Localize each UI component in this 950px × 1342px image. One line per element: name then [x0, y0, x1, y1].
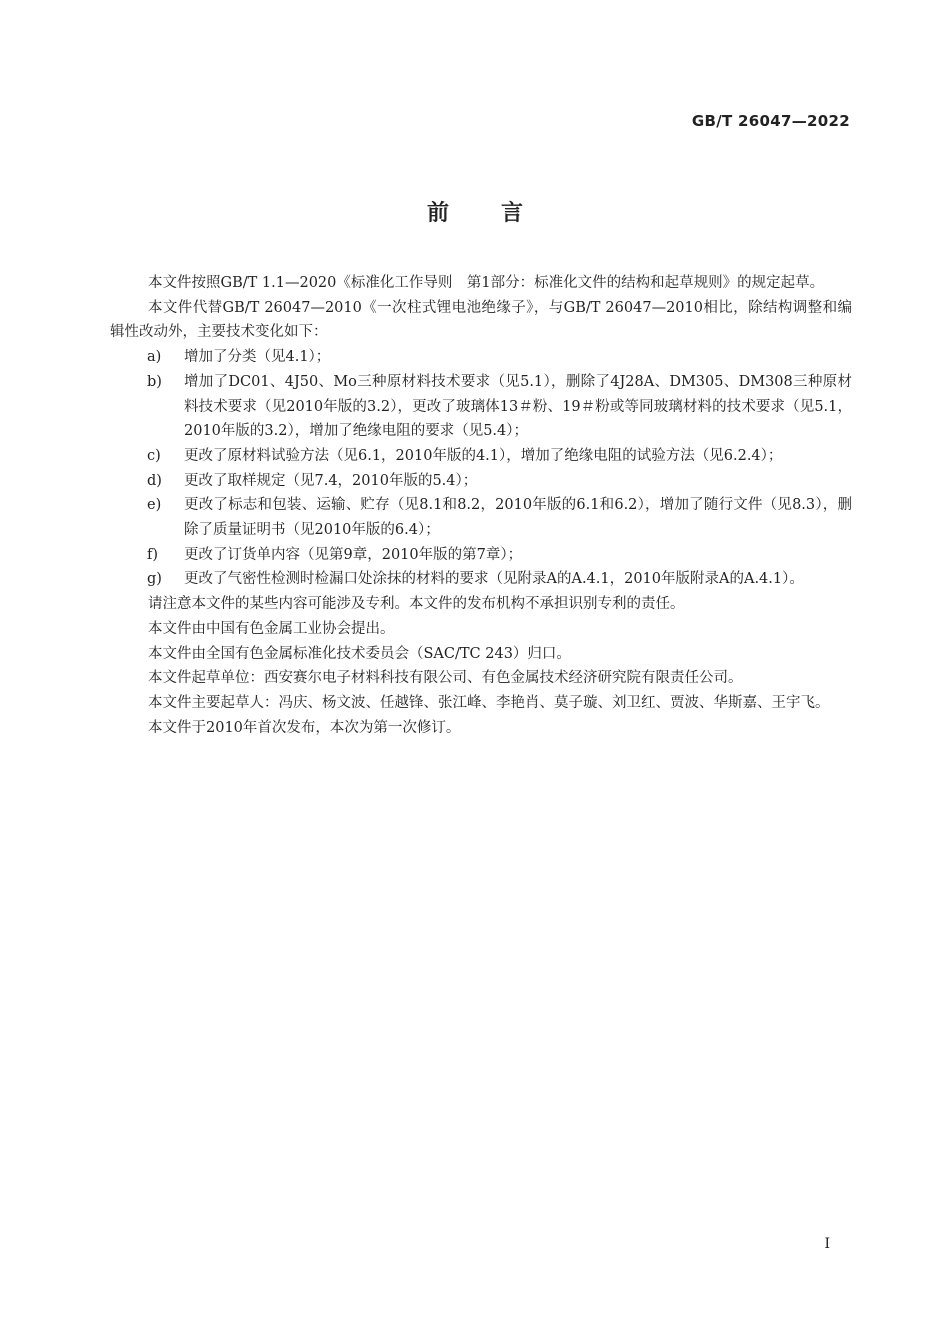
paragraph-drafters: 本文件主要起草人：冯庆、杨文波、任越锋、张江峰、李艳肖、莫子璇、刘卫红、贾波、华斯嘉、王宇飞。	[148, 694, 830, 711]
change-item-e	[110, 493, 852, 542]
change-item-label: b)	[147, 373, 162, 390]
paragraph-under-jurisdiction: 本文件由全国有色金属标准化技术委员会（SAC/TC 243）归口。	[148, 645, 571, 662]
change-item-text: 更改了取样规定（见7.4，2010年版的5.4）；	[184, 472, 478, 489]
change-item-label: a)	[147, 349, 162, 366]
change-item-text: 增加了分类（见4.1）；	[184, 349, 331, 366]
paragraph-proposed-by: 本文件由中国有色金属工业协会提出。	[148, 620, 395, 637]
change-item-label: e)	[147, 497, 162, 514]
change-item-b	[110, 370, 852, 444]
change-item-label: c)	[147, 447, 161, 464]
paragraph-patent-notice: 请注意本文件的某些内容可能涉及专利。本文件的发布机构不承担识别专利的责任。	[148, 596, 685, 613]
change-item-text: 更改了原材料试验方法（见6.1，2010年版的4.1），增加了绝缘电阻的试验方法（见6.2.4）；	[184, 447, 783, 464]
change-item-text: 增加了DC01、4J50、Mo三种原材料技术要求（见5.1），删除了4J28A、DM305、DM308三种原材料技术要求（见2010年版的3.2），更改了玻璃体13＃粉、19＃粉或等同玻璃材料的技术要求（见5.1，2010年版的3.2），增加了绝缘电阻的要求（见5.4）；	[184, 373, 852, 440]
paragraph-publication-history: 本文件于2010年首次发布，本次为第一次修订。	[148, 719, 461, 736]
foreword-body	[110, 271, 852, 740]
page-number: I	[824, 1236, 830, 1252]
change-item-text: 更改了订货单内容（见第9章，2010年版的第7章）；	[184, 546, 523, 563]
change-item-f	[110, 543, 852, 568]
document-number: GB/T 26047—2022	[691, 112, 850, 130]
paragraph-drafting-rules: 本文件按照GB/T 1.1—2020《标准化工作导则 第1部分：标准化文件的结构和起草规则》的规定起草。	[148, 275, 825, 291]
change-item-g	[110, 567, 852, 592]
paragraph-replacement: 本文件代替GB/T 26047—2010《一次柱式锂电池绝缘子》，与GB/T 26047—2010相比，除结构调整和编辑性改动外，主要技术变化如下：	[110, 299, 852, 341]
change-item-a	[110, 345, 852, 370]
change-item-label: d)	[147, 472, 162, 489]
change-item-label: f)	[147, 546, 159, 563]
change-item-c	[110, 444, 852, 469]
paragraph-drafting-units: 本文件起草单位：西安赛尔电子材料科技有限公司、有色金属技术经济研究院有限责任公司。	[148, 670, 743, 687]
change-item-text: 更改了气密性检测时检漏口处涂抹的材料的要求（见附录A的A.4.1，2010年版附录A的A.4.1）。	[184, 571, 804, 588]
change-item-d	[110, 469, 852, 494]
change-item-text: 更改了标志和包装、运输、贮存（见8.1和8.2，2010年版的6.1和6.2），增加了随行文件（见8.3），删除了质量证明书（见2010年版的6.4）；	[184, 497, 852, 539]
change-item-label: g)	[147, 571, 162, 588]
page-title: 前言	[426, 201, 575, 226]
